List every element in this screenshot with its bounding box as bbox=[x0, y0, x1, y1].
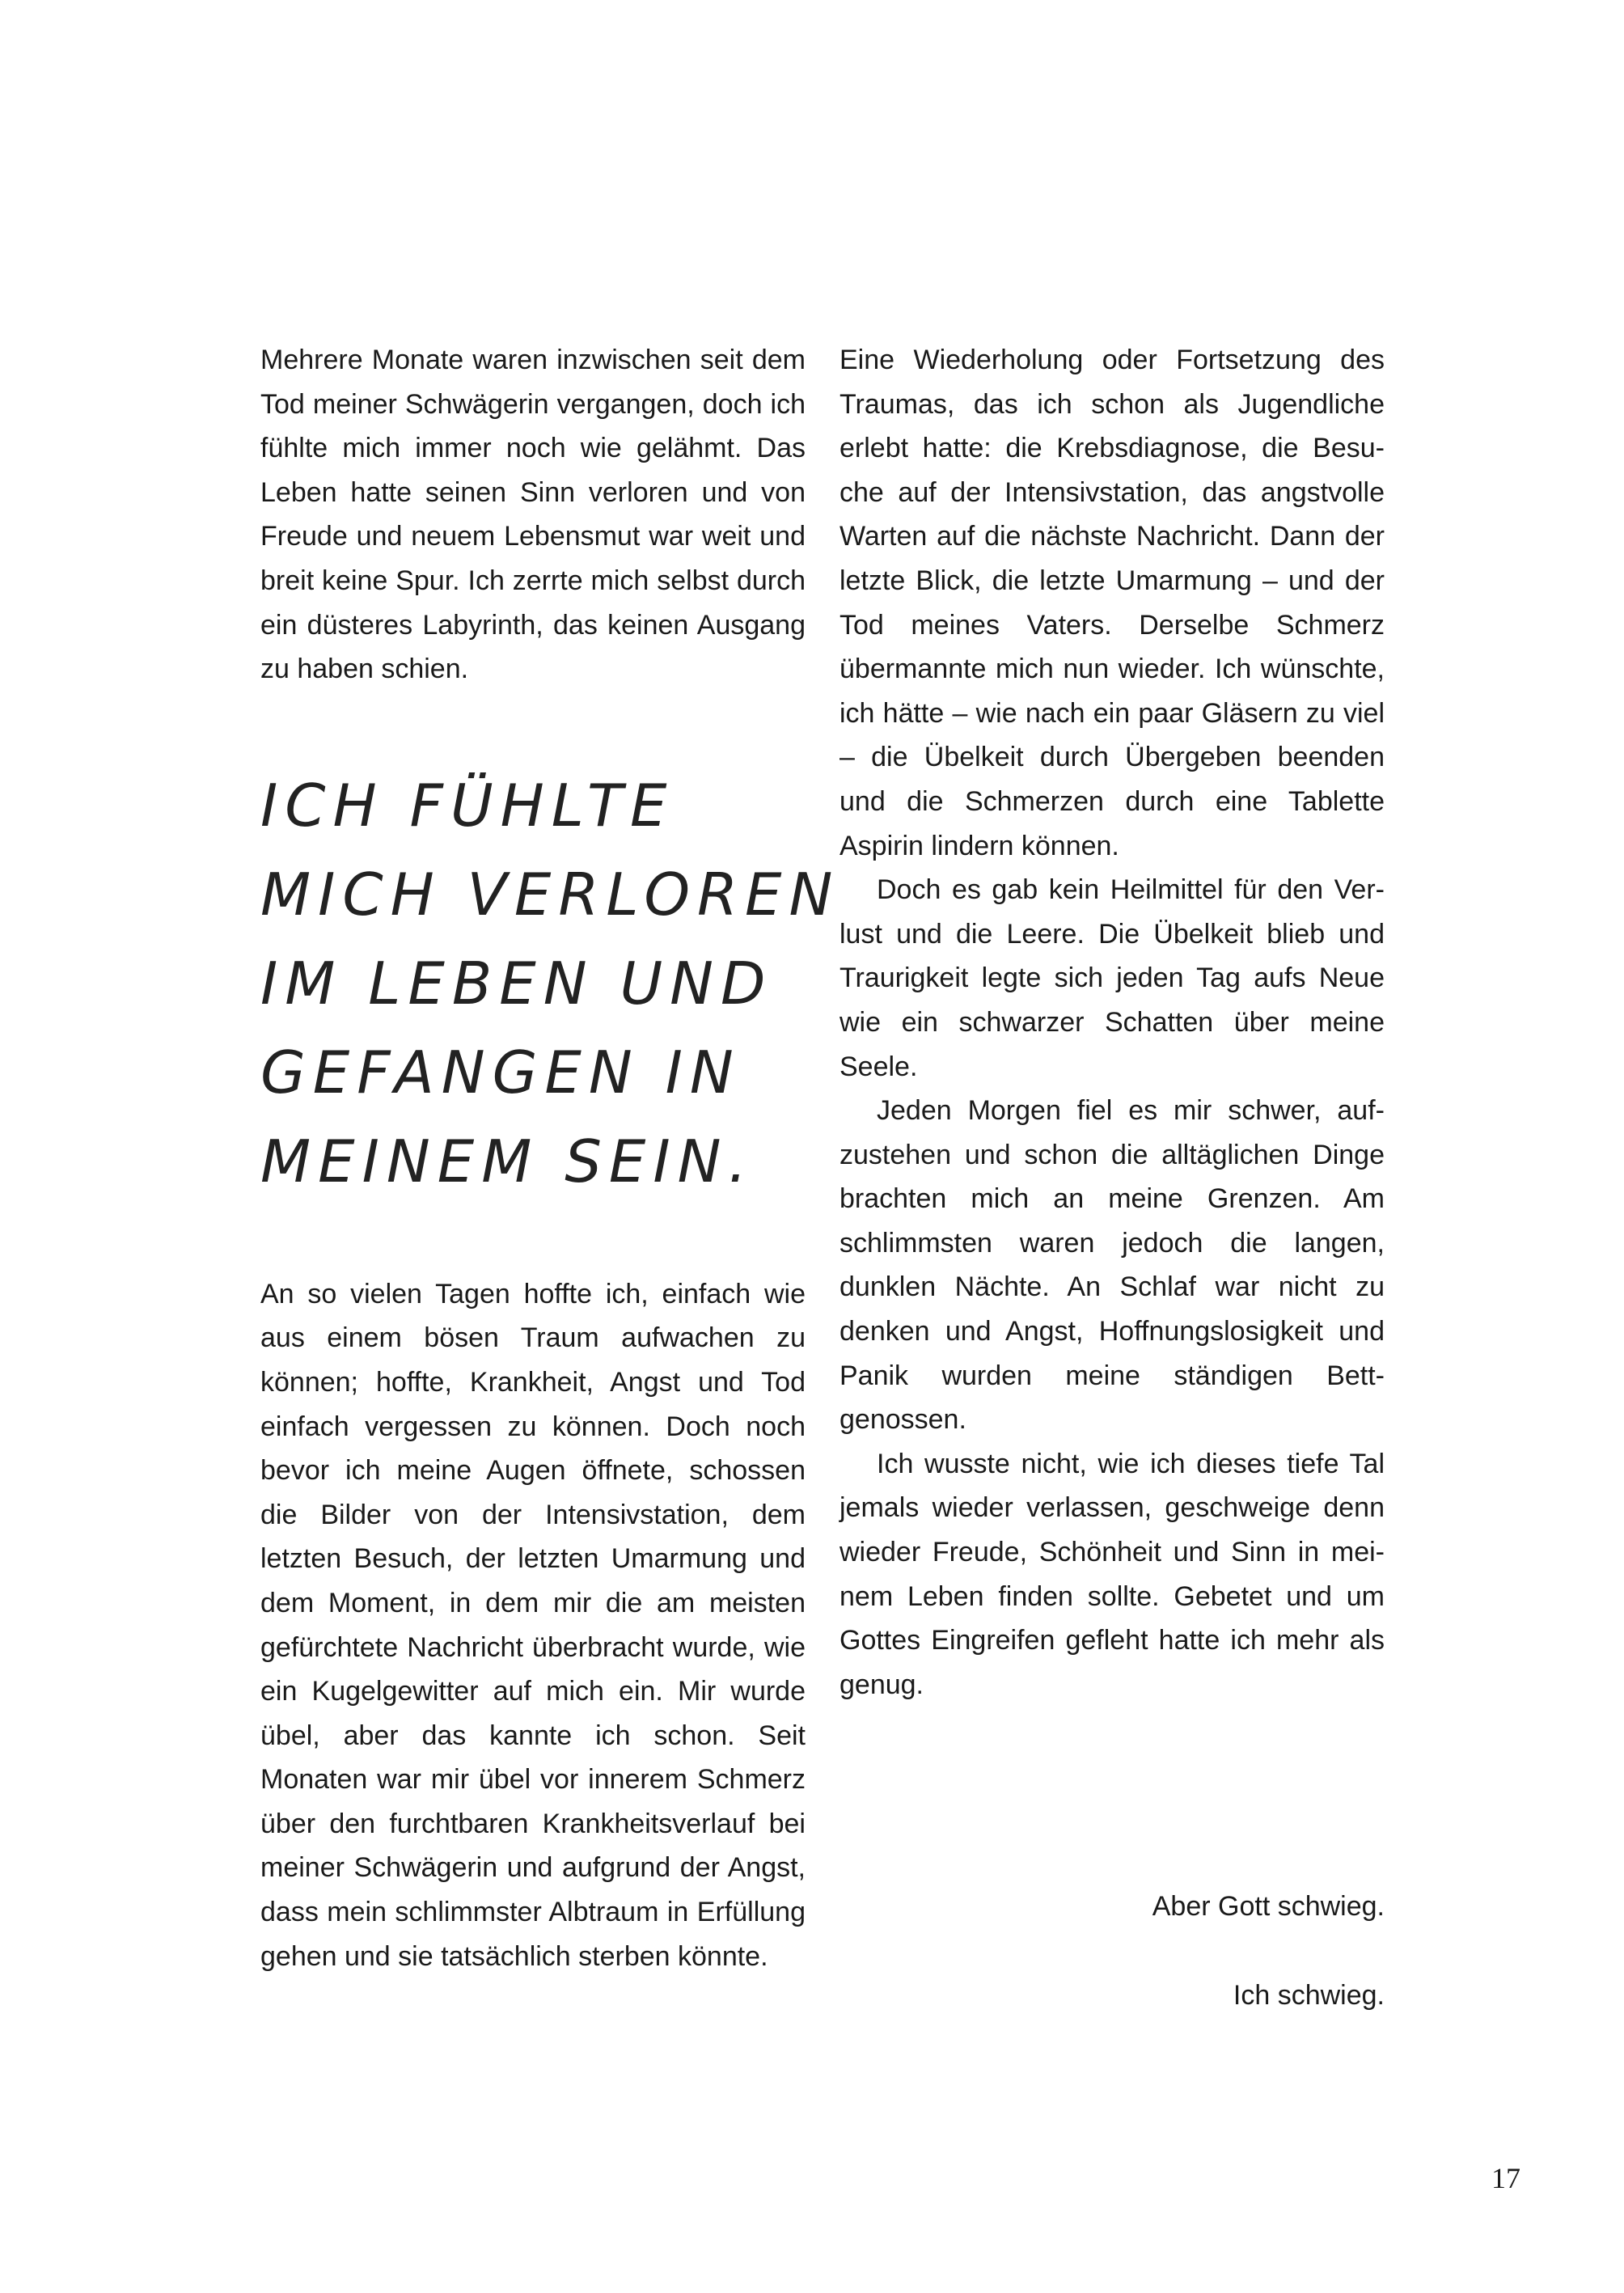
pull-quote-line: MICH VERLOREN bbox=[260, 860, 840, 929]
closing-line: Aber Gott schwieg. bbox=[1152, 1891, 1385, 1922]
page-number: 17 bbox=[1491, 2162, 1520, 2194]
pull-quote bbox=[260, 761, 840, 1206]
left-column bbox=[260, 338, 840, 1978]
pull-quote-line: GEFANGEN IN bbox=[260, 1038, 741, 1106]
pull-quote-line: MEINEM SEIN. bbox=[260, 1127, 755, 1195]
body-paragraph: Mehrere Monate waren inzwischen seit dem Tod meiner Schwägerin vergangen, doch ich fühlte mich immer noch wie gelähmt. Das Leben hatte seinen Sinn verloren und von Freude und neuem Lebensmut war weit und breit keine Spur. Ich zerrte mich selbst durch ein düsteres Labyrinth, das keinen Ausgang zu haben schien. bbox=[260, 345, 806, 685]
pull-quote-line: IM LEBEN UND bbox=[260, 949, 773, 1017]
body-paragraph: Eine Wiederholung oder Fortsetzung des Traumas, das ich schon als Jugendliche erlebt hatte: die Krebsdiagnose, die Besuche auf der Intensivstation, das angstvolle Warten auf die nächste Nachricht. Dann der letzte Blick, die letzte Umarmung – und der Tod meines Vaters. Derselbe Schmerz übermannte mich nun wieder. Ich wünschte, ich hätte – wie nach ein paar Gläsern zu viel – die Übelkeit durch Übergeben beenden und die Schmerzen durch eine Tablette Aspirin lindern können. bbox=[839, 345, 1385, 861]
pull-quote-line: ICH FÜHLTE bbox=[260, 771, 675, 840]
closing-line: Ich schwieg. bbox=[1233, 1980, 1385, 2011]
body-paragraph: Ich wusste nicht, wie ich dieses tiefe Tal jemals wieder verlassen, geschweige denn wieder Freude, Schönheit und Sinn in meinem Leben finden sollte. Gebetet und um Gottes Eingreifen gefleht hatte ich mehr als genug. bbox=[839, 1448, 1385, 1700]
body-paragraph: An so vielen Tagen hoffte ich, einfach wie aus einem bösen Traum aufwachen zu können; hoffte, Krankheit, Angst und Tod einfach vergessen zu können. Doch noch bevor ich meine Augen öffnete, schossen die Bilder von der Intensivstation, dem letzten Besuch, der letzten Umarmung und dem Moment, in dem mir die am meisten gefürchtete Nachricht überbracht wurde, wie ein Kugelgewitter auf mich ein. Mir wurde übel, aber das kannte ich schon. Seit Monaten war mir übel vor innerem Schmerz über den furchtbaren Krankheitsverlauf bei meiner Schwägerin und aufgrund der Angst, dass mein schlimmster Albtraum in Erfüllung gehen und sie tatsächlich sterben könnte. bbox=[260, 1278, 806, 1972]
body-paragraph: Jeden Morgen fiel es mir schwer, aufzustehen und schon die alltäglichen Dinge brachten mich an meine Grenzen. Am schlimmsten waren jedoch die langen, dunklen Nächte. An Schlaf war nicht zu denken und Angst, Hoffnungslosigkeit und Panik wurden meine ständigen Bettgenossen. bbox=[839, 1095, 1385, 1436]
body-paragraph: Doch es gab kein Heilmittel für den Verlust und die Leere. Die Übelkeit blieb und Traurigkeit legte sich jeden Tag aufs Neue wie ein schwarzer Schatten über meine Seele. bbox=[839, 874, 1385, 1082]
right-column bbox=[839, 338, 1385, 1707]
